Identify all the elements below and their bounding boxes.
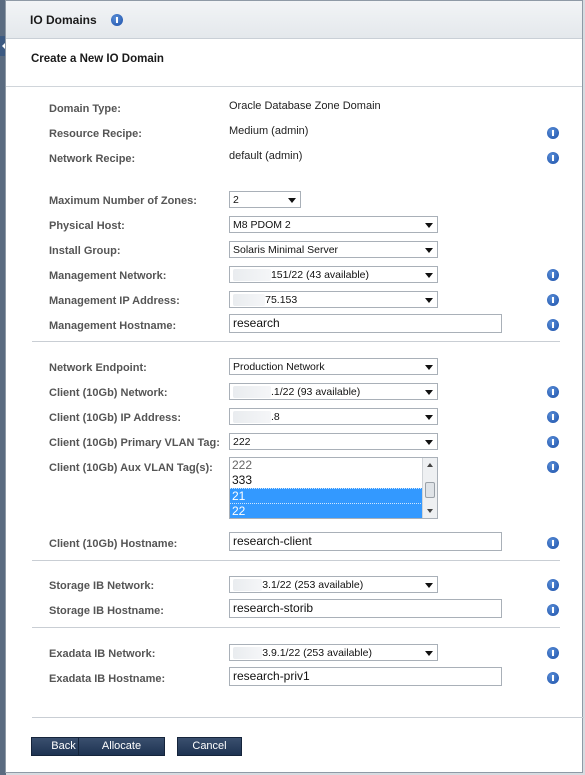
client-ip-select[interactable] [229, 408, 438, 425]
exadata-ib-hostname-row [6, 669, 584, 689]
info-icon[interactable] [547, 647, 559, 659]
mgmt-hostname-label: Management Hostname: [49, 320, 177, 332]
exadata-ib-hostname-input[interactable]: research-priv1 [229, 667, 502, 686]
list-item-selected[interactable]: 22 [230, 503, 437, 518]
chevron-down-icon [425, 223, 433, 228]
redacted-prefix [233, 269, 271, 281]
mgmt-network-label: Management Network: [49, 270, 167, 282]
network-recipe-row [6, 149, 584, 169]
exadata-ib-network-select[interactable] [229, 644, 438, 661]
redacted-prefix [233, 411, 271, 423]
info-icon[interactable] [547, 319, 559, 331]
client-network-select[interactable] [229, 383, 438, 400]
storage-ib-hostname-label: Storage IB Hostname: [49, 605, 164, 617]
dialog-titlebar [6, 1, 582, 39]
storage-ib-network-row [6, 576, 584, 596]
client-network-value: .1/22 (93 available) [270, 386, 361, 398]
mgmt-network-value: 151/22 (43 available) [270, 269, 370, 281]
info-icon[interactable] [547, 127, 559, 139]
listbox-scrollbar[interactable] [422, 458, 437, 518]
mgmt-ip-label: Management IP Address: [49, 295, 180, 307]
redacted-prefix [233, 647, 262, 659]
physical-host-value: M8 PDOM 2 [233, 219, 291, 231]
info-icon[interactable] [547, 411, 559, 423]
chevron-down-icon [425, 583, 433, 588]
info-icon[interactable] [547, 461, 559, 473]
mgmt-ip-value: 75.153 [265, 294, 298, 306]
client-hostname-label: Client (10Gb) Hostname: [49, 538, 178, 550]
client-primary-vlan-row [6, 433, 584, 453]
info-icon[interactable] [547, 294, 559, 306]
redacted-prefix [233, 386, 271, 398]
max-zones-row [6, 191, 584, 211]
cancel-button[interactable]: Cancel [177, 737, 242, 756]
chevron-down-icon [425, 651, 433, 656]
redacted-prefix [233, 579, 262, 591]
redacted-prefix [233, 294, 265, 306]
client-primary-vlan-label: Client (10Gb) Primary VLAN Tag: [49, 437, 220, 449]
resource-recipe-label: Resource Recipe: [49, 128, 142, 140]
client-ip-row [6, 408, 584, 428]
back-button[interactable]: Back [31, 737, 96, 756]
storage-ib-hostname-row [6, 601, 584, 621]
exadata-ib-hostname-label: Exadata IB Hostname: [49, 673, 166, 685]
exadata-ib-network-label: Exadata IB Network: [49, 648, 156, 660]
network-endpoint-row [6, 358, 584, 378]
chevron-down-icon [425, 365, 433, 370]
mgmt-ip-row [6, 291, 584, 311]
list-item[interactable]: 222 [232, 458, 253, 472]
info-icon[interactable] [547, 604, 559, 616]
client-primary-vlan-select[interactable] [229, 433, 438, 450]
chevron-down-icon [425, 415, 433, 420]
list-item[interactable]: 333 [232, 473, 253, 487]
max-zones-select[interactable] [229, 191, 301, 208]
info-icon[interactable] [111, 14, 123, 26]
physical-host-select[interactable] [229, 216, 438, 233]
client-ip-label: Client (10Gb) IP Address: [49, 412, 182, 424]
storage-ib-network-label: Storage IB Network: [49, 580, 155, 592]
divider [32, 341, 560, 342]
storage-ib-network-value: 3.1/22 (253 available) [262, 579, 364, 591]
client-network-label: Client (10Gb) Network: [49, 387, 168, 399]
list-item-selected[interactable]: 21 [230, 488, 437, 503]
install-group-value: Solaris Minimal Server [233, 244, 339, 256]
dialog-title: IO Domains [30, 12, 97, 27]
io-domains-dialog [5, 0, 583, 773]
exadata-ib-network-row [6, 644, 584, 664]
mgmt-ip-select[interactable] [229, 291, 438, 308]
footer-divider [32, 717, 584, 718]
info-icon[interactable] [547, 152, 559, 164]
divider [32, 627, 560, 628]
divider [32, 560, 560, 561]
max-zones-value: 2 [233, 194, 239, 206]
scroll-up-icon[interactable] [427, 463, 433, 467]
chevron-down-icon [425, 440, 433, 445]
mgmt-hostname-row [6, 316, 584, 336]
resource-recipe-row [6, 124, 584, 144]
client-aux-vlan-label: Client (10Gb) Aux VLAN Tag(s): [49, 462, 213, 474]
client-primary-vlan-value: 222 [233, 436, 251, 448]
network-recipe-value: default (admin) [229, 150, 303, 162]
scroll-thumb[interactable] [425, 482, 435, 498]
chevron-down-icon [425, 298, 433, 303]
install-group-select[interactable] [229, 241, 438, 258]
client-hostname-input[interactable]: research-client [229, 532, 502, 551]
physical-host-label: Physical Host: [49, 220, 125, 232]
domain-type-value: Oracle Database Zone Domain [229, 100, 381, 112]
install-group-row [6, 241, 584, 261]
chevron-down-icon [288, 198, 296, 203]
scroll-down-icon[interactable] [427, 509, 433, 513]
network-endpoint-select[interactable] [229, 358, 438, 375]
domain-type-row [6, 99, 584, 119]
client-hostname-row [6, 534, 584, 554]
install-group-label: Install Group: [49, 245, 121, 257]
info-icon[interactable] [547, 269, 559, 281]
info-icon[interactable] [547, 579, 559, 591]
mgmt-network-row [6, 266, 584, 286]
storage-ib-network-select[interactable] [229, 576, 438, 593]
client-network-row [6, 383, 584, 403]
mgmt-network-select[interactable] [229, 266, 438, 283]
chevron-down-icon [425, 273, 433, 278]
storage-ib-hostname-input[interactable]: research-storib [229, 599, 502, 618]
allocate-button[interactable]: Allocate [78, 737, 165, 756]
resource-recipe-value: Medium (admin) [229, 125, 309, 137]
section-title: Create a New IO Domain [6, 39, 582, 87]
max-zones-label: Maximum Number of Zones: [49, 195, 197, 207]
exadata-ib-network-value: 3.9.1/22 (253 available) [262, 647, 372, 659]
chevron-down-icon [425, 390, 433, 395]
network-endpoint-label: Network Endpoint: [49, 362, 147, 374]
physical-host-row [6, 216, 584, 236]
info-icon[interactable] [547, 672, 559, 684]
client-aux-vlan-listbox[interactable] [229, 457, 438, 519]
info-icon[interactable] [547, 386, 559, 398]
domain-type-label: Domain Type: [49, 103, 121, 115]
client-ip-value: .8 [270, 411, 280, 423]
chevron-down-icon [425, 248, 433, 253]
info-icon[interactable] [547, 436, 559, 448]
network-recipe-label: Network Recipe: [49, 153, 136, 165]
info-icon[interactable] [547, 537, 559, 549]
network-endpoint-value: Production Network [233, 361, 325, 373]
mgmt-hostname-input[interactable]: research [229, 314, 502, 333]
